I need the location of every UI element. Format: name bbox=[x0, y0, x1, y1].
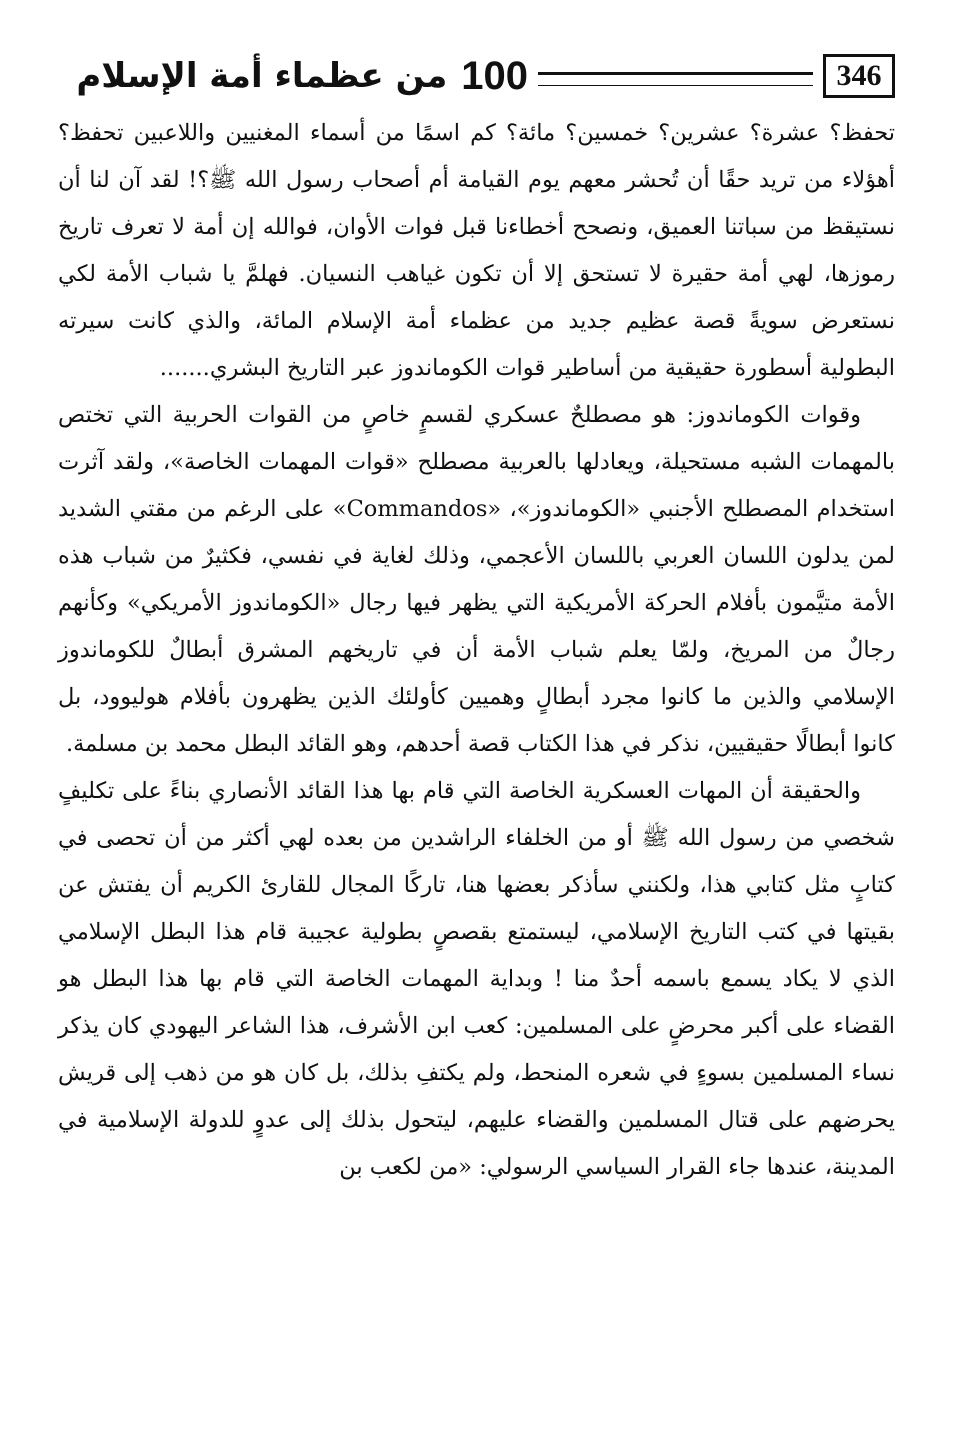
page-number: 346 bbox=[823, 54, 895, 98]
header-divider-rule bbox=[538, 72, 813, 86]
running-title-number: 100 bbox=[461, 53, 528, 98]
running-title bbox=[58, 44, 528, 108]
paragraph-3: والحقيقة أن المهات العسكرية الخاصة التي قام بها هذا القائد الأنصاري بناءً على تكليفٍ شخصي من رسول الله ﷺ أو من الخلفاء الراشدين من بعده لهي أكثر من أن تحصى في كتابٍ مثل كتابي هذا، ولكنني سأذكر بعضها هنا، تاركًا المجال للقارئ الكريم أن يفتش عن بقيتها في كتب التاريخ الإسلامي، ليستمتع بقصصٍ بطولية عجيبة قام هذا البطل الإسلامي الذي لا يكاد يسمع باسمه أحدٌ منا ! وبداية المهمات الخاصة التي قام بها هذا البطل هو القضاء على أكبر محرضٍ على المسلمين: كعب ابن الأشرف، هذا الشاعر اليهودي كان يذكر نساء المسلمين بسوءٍ في شعره المنحط، ولم يكتفِ بذلك، بل كان هو من ذهب إلى قريش يحرضهم على قتال المسلمين والقضاء عليهم، ليتحول بذلك إلى عدوٍ للدولة الإسلامية في المدينة، عندها جاء القرار السياسي الرسولي: «من لكعب بن bbox=[58, 778, 895, 1180]
paragraph-1: تحفظ؟ عشرة؟ عشرين؟ خمسين؟ مائة؟ كم اسمًا من أسماء المغنيين واللاعبين تحفظ؟ أهؤلاء من تريد حقًا أن تُحشر معهم يوم القيامة أم أصحاب رسول الله ﷺ؟! لقد آن لنا أن نستيقظ من سباتنا العميق، ونصحح أخطاءنا قبل فوات الأوان، فوالله إن أمة لا تعرف تاريخ رموزها، لهي أمة حقيرة لا تستحق إلا أن تكون غياهب النسيان. فهلمَّ يا شباب الأمة لكي نستعرض سويةً قصة عظيم جديد من عظماء أمة الإسلام المائة، والذي كانت سيرته البطولية أسطورة حقيقية من أساطير قوات الكوماندوز عبر التاريخ البشري....... bbox=[58, 120, 895, 381]
body-text bbox=[58, 110, 895, 1191]
running-title-text: من عظماء أمة الإسلام bbox=[76, 56, 448, 96]
page-header bbox=[58, 44, 895, 108]
paragraph-2: وقوات الكوماندوز: هو مصطلحٌ عسكري لقسمٍ خاصٍ من القوات الحربية التي تختص بالمهمات الشبه مستحيلة، ويعادلها بالعربية مصطلح «قوات المهمات الخاصة»، ولقد آثرت استخدام المصطلح الأجنبي «الكوماندوز»، «Commandos» على الرغم من مقتي الشديد لمن يدلون اللسان العربي باللسان الأعجمي، وذلك لغاية في نفسي، فكثيرٌ من شباب هذه الأمة متيَّمون بأفلام الحركة الأمريكية التي يظهر فيها رجال «الكوماندوز الأمريكي» وكأنهم رجالٌ من المريخ، ولمّا يعلم شباب الأمة أن في تاريخهم المشرق أبطالٌ للكوماندوز الإسلامي والذين ما كانوا مجرد أبطالٍ وهميين كأولئك الذين يظهرون بأفلام هوليوود، بل كانوا أبطالًا حقيقيين، نذكر في هذا الكتاب قصة أحدهم، وهو القائد البطل محمد بن مسلمة. bbox=[58, 402, 895, 757]
